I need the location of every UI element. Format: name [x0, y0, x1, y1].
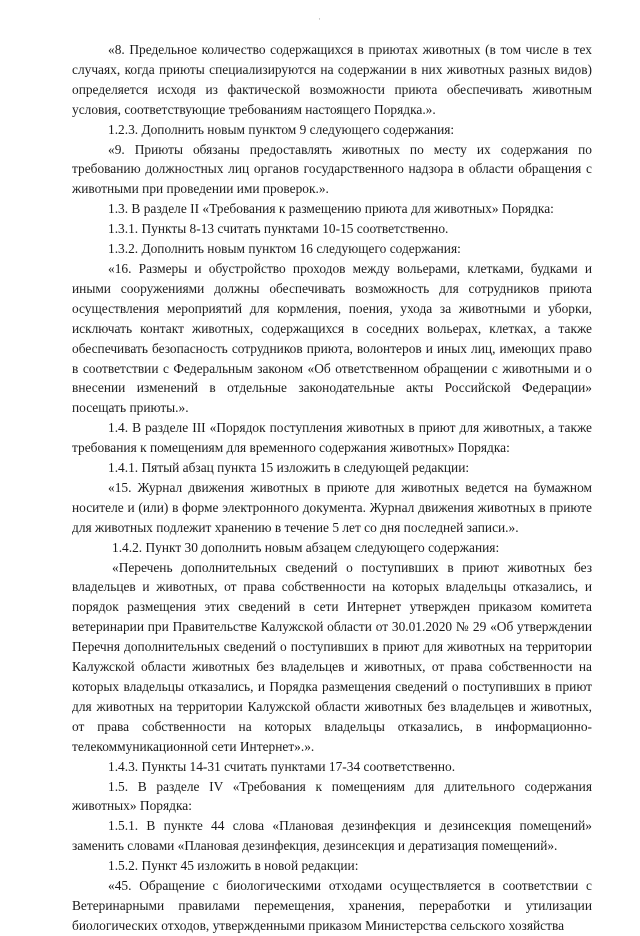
paragraph-1-3-1: 1.3.1. Пункты 8-13 считать пунктами 10-15 соответственно. [108, 221, 449, 237]
paragraph-1-3-2: 1.3.2. Дополнить новым пунктом 16 следующего содержания: [108, 241, 461, 257]
paragraph-1-5-2: 1.5.2. Пункт 45 изложить в новой редакции: [108, 858, 359, 874]
paragraph-item-45: «45. Обращение с биологическими отходами осуществляется в соответствии с Ветеринарными правилами перемещения, хранения, переработки и утилизации биологических отходов, утвержденными приказом Министерства сельского хозяйства [72, 878, 592, 933]
paragraph-list-of-additional-info: «Перечень дополнительных сведений о поступивших в приют животных без владельцев и животных, от права собственности на которых владельцы отказались, и порядок размещения этих сведений в сети Интернет утвержден приказом комитета ветеринарии при Правительстве Калужской области от 30.01.2020 № 29 «Об утверждении Перечня дополнительных сведений о поступивших в приют для животных на территории Калужской области животных без владельцев и животных, от права собственности на которых владельцы отказались, и Порядка размещения сведений о поступивших в приют для животных на территории Калужской области животных без владельцев и животных, от права собственности на которых владельцы отказались, в информационно-телекоммуникационной сети Интернет».». [72, 559, 592, 754]
paragraph-item-15: «15. Журнал движения животных в приюте для животных ведется на бумажном носителе и (или) в форме электронного документа. Журнал движения животных в приюте для животных подлежит хранению в течение 5 лет со дня последней записи.». [72, 479, 592, 535]
paragraph-item-16: «16. Размеры и обустройство проходов между вольерами, клетками, будками и иными сооружениями должны обеспечивать возможность для сотрудников приюта осуществления мероприятий для кормления, поения, ухода за животными и уборки, исключать контакт животных, содержащихся в соседних вольерах, клетках, а также обеспечивать безопасность сотрудников приюта, волонтеров и иных лиц, имеющих право в соответствии с Федеральным законом «Об ответственном обращении с животными и о внесении изменений в отдельные законодательные акты Российской Федерации» посещать приюты.». [72, 260, 592, 416]
paragraph-item-9: «9. Приюты обязаны предоставлять животных по месту их содержания по требованию должностных лиц органов государственного надзора в области обращения с животными при проведении ими проверок.». [72, 141, 592, 197]
paragraph-1-2-3: 1.2.3. Дополнить новым пунктом 9 следующего содержания: [108, 121, 455, 137]
paragraph-1-4-1: 1.4.1. Пятый абзац пункта 15 изложить в следующей редакции: [108, 460, 470, 476]
paragraph-1-4: 1.4. В разделе III «Порядок поступления животных в приют для животных, а также требования к помещениям для временного содержания животных» Порядка: [72, 420, 592, 456]
paragraph-item-8: «8. Предельное количество содержащихся в приютах животных (в том числе в тех случаях, когда приюты специализируются на содержании в них животных разных видов) определяется исходя из фактической возможности приюта обеспечивать животным условия, соответствующие требованиям настоящего Порядка.». [72, 42, 592, 117]
paragraph-1-4-2: 1.4.2. Пункт 30 дополнить новым абзацем следующего содержания: [112, 539, 500, 555]
document-body [72, 40, 592, 936]
paragraph-1-4-3: 1.4.3. Пункты 14-31 считать пунктами 17-34 соответственно. [108, 758, 456, 774]
paragraph-1-5-1: 1.5.1. В пункте 44 слова «Плановая дезинфекция и дезинсекция помещений» заменить словами «Плановая дезинфекция, дезинсекция и дератизация помещений». [72, 818, 592, 854]
paragraph-1-3: 1.3. В разделе II «Требования к размещению приюта для животных» Порядка: [108, 201, 554, 217]
page-mark: · [318, 14, 322, 24]
paragraph-1-5: 1.5. В разделе IV «Требования к помещениям для длительного содержания животных» Порядка: [72, 778, 592, 814]
